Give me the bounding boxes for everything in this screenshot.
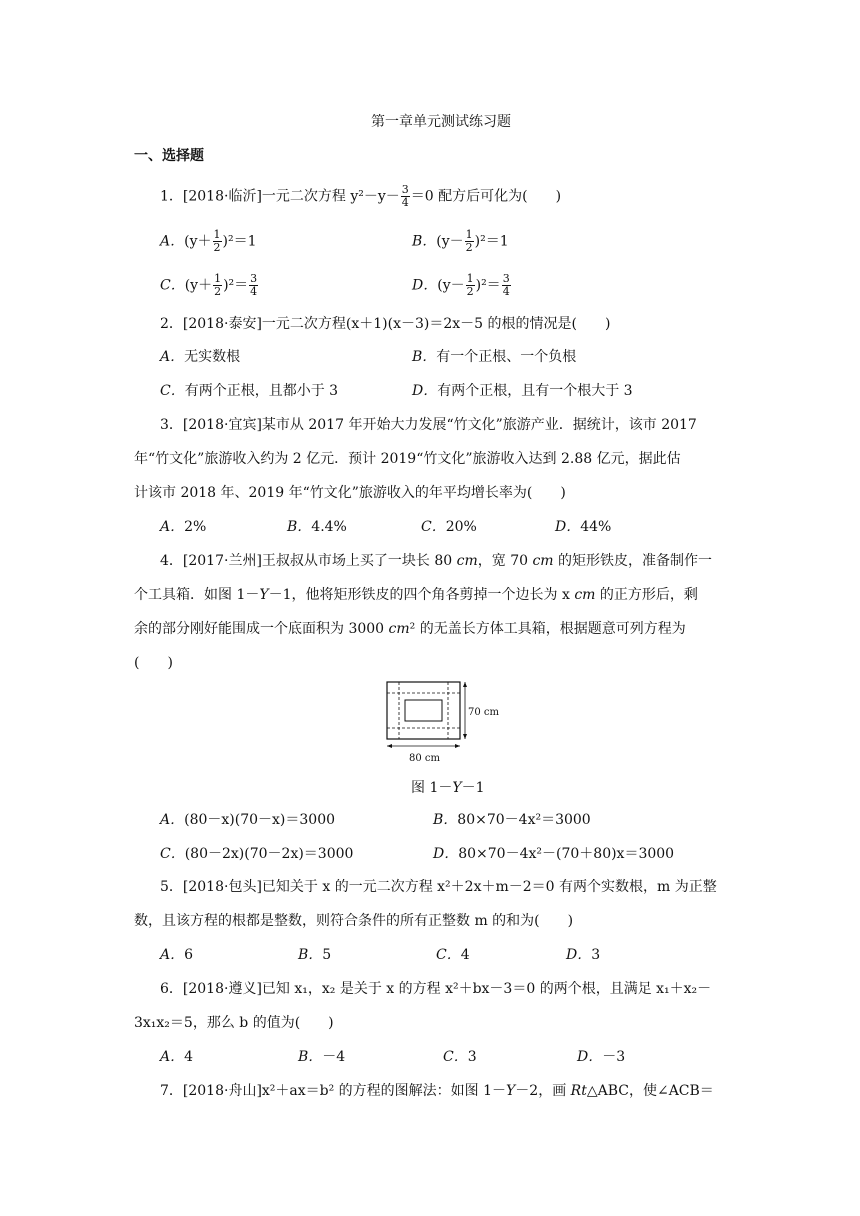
box-base	[405, 700, 442, 721]
q1-option-a: A．(y＋ $\frac{1}{2}$ )²＝1	[160, 228, 257, 254]
q1-option-c: C．(y＋ $\frac{1}{2}$ )²＝ $\frac{3}{4}$	[160, 272, 258, 298]
q4-figure-caption: 图 1－Y－1	[411, 780, 485, 796]
q6-option-d: D．－3	[577, 1049, 626, 1065]
q4-line-1: 4．[2017·兰州]王叔叔从市场上买了一块长 80 cm，宽 70 cm 的矩形铁皮，准备制作一	[160, 553, 713, 569]
q3-option-c: C．20%	[421, 519, 477, 535]
q5-line-2: 数，且该方程的根都是整数，则符合条件的所有正整数 m 的和为( )	[134, 913, 574, 929]
q6-option-a: A．4	[160, 1049, 194, 1065]
q4-line-3: 余的部分刚好能围成一个底面积为 3000 cm² 的无盖长方体工具箱，根据题意可列方程为	[134, 621, 686, 637]
q6-option-b: B．－4	[298, 1049, 346, 1065]
section-heading: 一、选择题	[134, 148, 204, 164]
q5-option-b: B．5	[298, 947, 332, 963]
page-title: 第一章单元测试练习题	[371, 114, 511, 130]
q4-figure	[385, 680, 515, 772]
height-label: 70 cm	[468, 707, 499, 718]
q3-option-b: B．4.4%	[287, 519, 347, 535]
q3-option-d: D．44%	[555, 519, 612, 535]
q6-line-2: 3x₁x₂＝5，那么 b 的值为( )	[134, 1015, 334, 1031]
q2-stem: 2．[2018·泰安]一元二次方程(x＋1)(x－3)＝2x－5 的根的情况是( )	[160, 316, 611, 332]
q4-option-d: D．80×70－4x²－(70＋80)x＝3000	[433, 846, 675, 862]
q2-option-d: D．有两个正根，且有一个根大于 3	[412, 383, 633, 399]
q5-option-d: D．3	[566, 947, 601, 963]
q5-option-a: A．6	[160, 947, 194, 963]
q1-stem-fraction: $\frac{3}{4}$	[401, 183, 409, 209]
q4-option-b: B．80×70－4x²＝3000	[433, 812, 591, 828]
q1-option-b: B．(y－ $\frac{1}{2}$ )²＝1	[412, 228, 509, 254]
q4-option-c: C．(80－2x)(70－2x)＝3000	[160, 846, 354, 862]
q4-option-a: A．(80－x)(70－x)＝3000	[160, 812, 336, 828]
q3-line-2: 年“竹文化”旅游收入约为 2 亿元．预计 2019“竹文化”旅游收入达到 2.88 亿元，据此估	[134, 451, 681, 467]
q4-line-2: 个工具箱．如图 1－Y－1，他将矩形铁皮的四个角各剪掉一个边长为 x cm 的正方形后，剩	[134, 587, 698, 603]
q5-option-c: C．4	[436, 947, 470, 963]
q3-line-1: 3．[2018·宜宾]某市从 2017 年开始大力发展“竹文化”旅游产业．据统计，该市 2017	[160, 417, 697, 433]
q1-option-d: D．(y－ $\frac{1}{2}$ )²＝ $\frac{3}{4}$	[412, 272, 510, 298]
q3-option-a: A．2%	[160, 519, 207, 535]
cut-lines	[387, 682, 460, 739]
q7-line-1: 7．[2018·舟山]x²＋ax＝b² 的方程的图解法：如图 1－Y－2，画 Rt△ABC，使∠ACB＝	[160, 1083, 714, 1099]
q6-option-c: C．3	[443, 1049, 477, 1065]
q4-line-4: ( )	[134, 655, 173, 671]
q5-line-1: 5．[2018·包头]已知关于 x 的一元二次方程 x²＋2x＋m－2＝0 有两个实数根，m 为正整	[160, 879, 717, 895]
q6-line-1: 6．[2018·遵义]已知 x₁，x₂ 是关于 x 的方程 x²＋bx－3＝0 的两个根，且满足 x₁＋x₂－	[160, 981, 712, 997]
q3-line-3: 计该市 2018 年、2019 年“竹文化”旅游收入的年平均增长率为( )	[134, 485, 566, 501]
q2-option-a: A．无实数根	[160, 349, 241, 365]
iron-sheet-outline	[387, 682, 460, 739]
q1-stem: 1．[2018·临沂]一元二次方程 y²－y－ $\frac{3}{4}$ ＝0 配方后可化为( )	[160, 183, 562, 209]
q2-option-b: B．有一个正根、一个负根	[412, 349, 577, 365]
q2-option-c: C．有两个正根，且都小于 3	[160, 383, 339, 399]
width-label: 80 cm	[409, 753, 440, 764]
